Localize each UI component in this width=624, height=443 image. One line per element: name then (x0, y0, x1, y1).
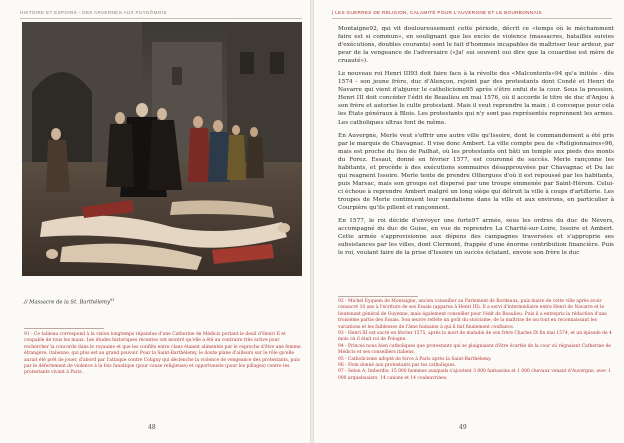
footnote-91: 91 - Ce tableau correspond à la vision longtemps répandue d'une Catherine de Médicis portant le deuil d'Henri II et coupable de tous les maux. Les études historiques récentes ont montré qu'elle a été au contraire très active pour rechercher la concorde dans le royaume et que les conflits entre clans étaient alimentés par le reproche d'être une femme, étrangère, italienne, qui plus est au grand pouvoir. Pour la Saint-Barthélemy, le doute plane d'ailleurs sur le rôle qu'elle aurait été prêt de jouer, d'abord par l'attaque contre Coligny qui déclenche la violence de vengeance des protestants, puis par le déferlement de violence à la fois fanatique (pour cause religieuse) et opportuniste (pour les pillages) contre les protestants vivant à Paris. (24, 332, 302, 376)
paragraph: En Auvergne, Merle veut s'offrir une autre ville qu'Issoire, dont le commandement a été pris par le marquis de Chavagnac. Il vise donc Ambert. La ville compte peu de «Religionnaires»96, mais est proche du lieu de Pailhat, où les protestants ont bâti un temple aux pieds des monts du Forez. Essaut, donné en février 1577, est couronné de succès. Merle rançonne les habitants, et procède à des exécutions sommaires désapprouvées par Chavagnac et Du lac qui reagnent Issoire. Merle tente de prendre Olliergues d'où il est repoussé par les habitants, puis Marsac, mais son groupe est dispersé par une troupe emmenée par Saint-Hérem. Celui-ci échoue à reprendre Ambert malgré un long siège qui détruit la ville à coups d'artillerie. Les troupes de Merle continuent leur vandalisme dans la ville et aux environs, en particulier à Courpière qu'ils pillent et rançonnent. (338, 132, 614, 211)
header-rule (20, 18, 302, 19)
footnote-separator (338, 296, 418, 297)
paragraph: En 1577, le roi décide d'envoyer une forte97 armée, sous les ordres du duc de Nevers, accompagné du duc de Guise, en vue de reprendre La Charité-sur-Loire, Issoire et Ambert. Cette armée s'approvisionne aux dépens des campagnes traversées et s'approprie ses subsistances par les villes, dont Clermont, frappée d'une énorme contribution financière. Puis le roi, voulant faire de la prise d'Issoire un succès éclatant, envoie son frère le duc (338, 218, 614, 257)
book-gutter (310, 0, 314, 443)
right-page (312, 0, 624, 443)
footnote-96: 96 - Nom donné aux protestants par les catholiques. (338, 363, 456, 369)
main-text (338, 25, 614, 262)
painting-caption (24, 298, 114, 306)
header-rule (332, 18, 612, 19)
running-header-left: HISTOIRE ET ESPOIRS - DES ARVERNES AUX PUYDÔMOIS (20, 10, 167, 15)
page-number-left: 48 (148, 424, 156, 431)
page-number-right: 49 (459, 424, 467, 431)
footnote-94: 94 - Princes nous bien catholiques que protestants qui se plaignaient d'être écartés de la cour où régnaient Catherine de Médicis et ses conseillers italiens. (338, 343, 611, 356)
paragraph: Le nouveau roi Henri III93 doit faire face à la révolte des «Malcontents»94 qu'a initiée - dès 1574 - son jeune frère, duc d'Alençon, rejoint par des protestants dont Condé et Henri de Navarre qui vient d'abjurer le catholicisme95 après s'être enfui de la cour. Sous la pression, Henri III doit concéder l'édit de Beaulieu en mai 1576, où il accorde le titre de duc d'Anjou à son frère et autorise le culte protestant. Mais il veut reprendre la main ; il convoque pour cela les États généraux à Blois. Les protestants qui n'y sont pas représentés reprennent les armes. Les catholiques ultras font de même. (338, 71, 614, 126)
caption-text: // Massacre de la St. Barthélemy (24, 299, 110, 306)
caption-footnote-marker: 91 (109, 298, 115, 302)
running-header-right: | LES GUERRES DE RELIGION, CALAMITÉ POUR L'AUVERGNE ET LE BOURBONNAIS (332, 10, 542, 15)
massacre-painting (22, 22, 302, 276)
paragraph: Montaigne92, qui vit douloureusement cette période, décrit ce «temps où le méchamment faire est si commun», en soulignant que les excès de violence (massacres, batailles suivies d'exécutions, doubles courants) sont le fait d'hommes incapables de maîtriser leur ardeur, par peur de la vengeance de l'adversaire («Ja! sui souvent oui dire que la couardise est mère de cruauté»). (338, 26, 614, 65)
footnote-97: 97 - Selon A. Imberdis: 15 000 hommes auxquels s'ajoutent 3 000 fantassins et 1 000 chevaux venant d'Auvergne, avec 1 000 arquebusiers, 14 canons et 14 couleuvrines. (338, 369, 611, 381)
left-footnotes (24, 332, 302, 377)
footnote-93: 93 - Henri III est sacré en février 1575, après la mort de maladie de son frère Charles IX fin mai 1574, et un épisode de 4 mois où il était roi de Pologne. (338, 331, 612, 343)
footnote-92: 92 - Michel Eyquem de Montaigne, ancien conseiller au Parlement de Bordeaux, puis maire de cette ville après avoir consacré 10 ans à l'écriture de ses Essais (apparus à Henri III). Il a servi d'intermédiaire entre Henri de Navarre et le lieutenant général de Guyenne, mais également conseiller pour l'édit de Beaulieu. Puis il a entrepris la rédaction d'une troisième partie des Essais. Son œuvre reflète un goût du stoïcisme, de la maîtrise de soi tout en reconnaissant les variations et les faiblesses de l'âme humaine à qui il fait finalement confiance. (338, 299, 607, 330)
right-footnotes (338, 299, 614, 382)
footnote-95: 95 - Catholicisme adopté de force à Paris après la Saint-Barthélemy. (338, 356, 492, 362)
footnote-separator (24, 328, 104, 329)
